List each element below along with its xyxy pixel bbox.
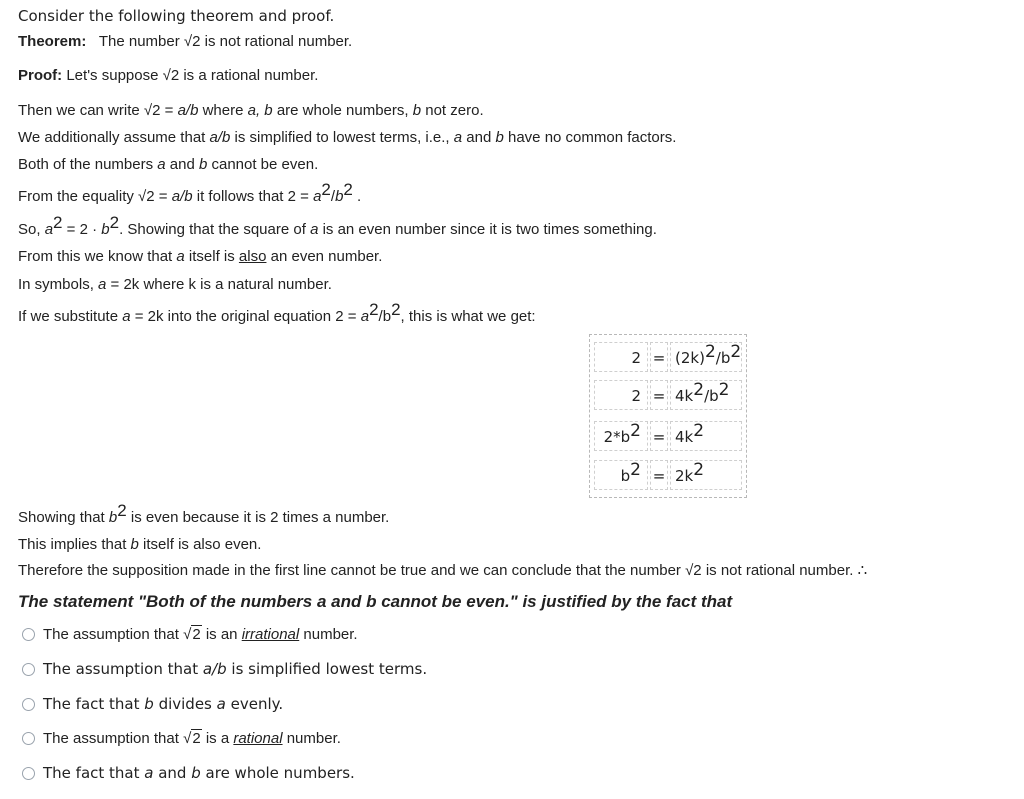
option-label (43, 730, 341, 747)
proof-line-1 (18, 67, 318, 85)
lhs-text: 2 (631, 387, 641, 405)
rhs-text: 4k (675, 387, 694, 405)
conclusion-line-2 (18, 536, 261, 554)
equals-sign: = (650, 342, 668, 372)
theorem-statement (18, 33, 352, 51)
text: is simplified to lowest terms, i.e., (230, 129, 454, 146)
text: From this we know that (18, 248, 177, 265)
option-5[interactable] (22, 764, 355, 782)
proof-line-9 (18, 300, 536, 326)
text: = 2k into the original equation 2 = (130, 308, 361, 325)
equals-sign: = (650, 421, 668, 451)
lhs-text: b (620, 467, 631, 485)
underlined-also: also (238, 248, 267, 265)
sqrt-symbol: √2 (183, 730, 201, 747)
text: and (153, 764, 192, 782)
var-b: b (191, 764, 201, 782)
text: number. (299, 626, 358, 643)
equation-rhs (670, 460, 742, 490)
text: and (462, 129, 496, 146)
option-4[interactable] (22, 730, 341, 747)
radio-button[interactable] (22, 663, 35, 676)
conclusion-line-3: Therefore the supposition made in the first line cannot be true and we can conclude that the number √2 is not rational number. ∴ (18, 562, 868, 579)
text: The assumption that (43, 660, 203, 678)
exponent: 2 (391, 300, 401, 319)
text: is a (201, 730, 234, 747)
exponent: 2 (630, 421, 641, 441)
var-b: b (335, 188, 344, 205)
text: / (330, 188, 336, 205)
text: From the equality √2 = (18, 188, 172, 205)
text: and (165, 156, 199, 173)
intro-line: Consider the following theorem and proof. (18, 7, 335, 25)
sqrt-symbol: √2 (183, 626, 201, 643)
text: , this is what we get: (400, 308, 536, 325)
question-stem: The statement "Both of the numbers a and b cannot be even." is justified by the fact that (18, 592, 733, 611)
fraction-ab: a/b (171, 188, 193, 205)
equation-lhs (594, 380, 648, 410)
text: is an (201, 626, 242, 643)
var-b: b (412, 102, 422, 119)
fraction-ab: a/b (177, 102, 199, 119)
text: is simplified lowest terms. (226, 660, 428, 678)
var-a: a (122, 308, 131, 325)
proof-line-2 (18, 102, 484, 120)
proof-line-4 (18, 156, 318, 174)
lhs-text: 2 (631, 349, 641, 367)
exponent: 2 (321, 180, 331, 199)
option-3[interactable] (22, 695, 283, 713)
var-a: a (176, 248, 185, 265)
text: an even number. (266, 248, 383, 265)
exponent: 2 (630, 460, 641, 480)
text: Then we can write √2 = (18, 102, 178, 119)
option-label (43, 626, 358, 643)
option-label (43, 764, 355, 782)
var-b: b (130, 536, 139, 553)
exponent: 2 (730, 342, 742, 362)
var-b: b (101, 221, 110, 238)
var-a: a (313, 188, 322, 205)
text: not zero. (421, 102, 484, 119)
text: The fact that (43, 764, 145, 782)
radicand: 2 (192, 730, 201, 747)
var-a: a (453, 129, 463, 146)
proof-label: Proof: (18, 67, 63, 84)
rhs-text: (2k) (675, 349, 705, 367)
text: = 2 · (62, 221, 102, 238)
equals-sign: = (650, 380, 668, 410)
equation-rhs (670, 421, 742, 451)
var-b: b (495, 129, 504, 146)
text: The assumption that (43, 730, 184, 747)
text: evenly. (225, 695, 284, 713)
equation-row (594, 419, 742, 453)
text: is an even number since it is two times something. (318, 221, 657, 238)
equation-table (589, 334, 747, 498)
text: If we substitute (18, 308, 123, 325)
equation-lhs (594, 421, 648, 451)
text: This implies that (18, 536, 131, 553)
proof-text-1: Let's suppose √2 is a rational number. (66, 67, 319, 84)
exponent: 2 (53, 213, 63, 232)
text: In symbols, (18, 276, 99, 293)
var-a: a (216, 695, 226, 713)
conclusion-line-1 (18, 501, 390, 527)
equals-sign: = (650, 460, 668, 490)
text: is even because it is 2 times a number. (126, 509, 390, 526)
var-a: a (144, 764, 154, 782)
var-b: b (144, 695, 154, 713)
exponent: 2 (704, 342, 716, 362)
lhs-text: 2*b (603, 428, 631, 446)
radio-button[interactable] (22, 698, 35, 711)
text: Showing that (18, 509, 109, 526)
rhs-text: /b (704, 387, 719, 405)
text: where (198, 102, 248, 119)
text: itself is (184, 248, 239, 265)
radio-button[interactable] (22, 732, 35, 745)
text: . (352, 188, 362, 205)
exponent: 2 (117, 501, 127, 520)
equation-rhs (670, 342, 742, 372)
text: The fact that (43, 695, 145, 713)
text: = 2k where k is a natural number. (106, 276, 332, 293)
emphasis: rational (233, 730, 283, 747)
text: The assumption that (43, 626, 184, 643)
option-2[interactable] (22, 660, 427, 678)
text: are whole numbers. (200, 764, 355, 782)
fraction-ab: a/b (209, 129, 231, 146)
equation-lhs (594, 342, 648, 372)
emphasis: irrational (241, 626, 300, 643)
equation-rhs (670, 380, 742, 410)
text: have no common factors. (503, 129, 677, 146)
exponent: 2 (693, 460, 705, 480)
proof-line-6 (18, 213, 657, 239)
exponent: 2 (693, 421, 705, 441)
exponent: 2 (693, 380, 705, 400)
equation-row (594, 340, 742, 374)
option-label (43, 660, 427, 678)
proof-line-8 (18, 276, 332, 294)
text: number. (282, 730, 341, 747)
radio-button[interactable] (22, 628, 35, 641)
text: Both of the numbers (18, 156, 158, 173)
var-a: a (157, 156, 166, 173)
var-a: a (44, 221, 54, 238)
text: So, (18, 221, 45, 238)
equation-row (594, 458, 742, 492)
text: We additionally assume that (18, 129, 210, 146)
option-1[interactable] (22, 626, 358, 643)
text: cannot be even. (207, 156, 319, 173)
equation-row (594, 378, 742, 412)
var-a: a (310, 221, 319, 238)
text: are whole numbers, (272, 102, 413, 119)
var-b: b (198, 156, 208, 173)
text: . Showing that the square of (119, 221, 311, 238)
proof-line-7 (18, 248, 382, 266)
exponent: 2 (343, 180, 353, 199)
text: it follows that 2 = (192, 188, 314, 205)
radio-button[interactable] (22, 767, 35, 780)
proof-line-5 (18, 180, 362, 206)
text: divides (153, 695, 217, 713)
var-b: b (108, 509, 118, 526)
proof-line-3 (18, 129, 676, 147)
theorem-text: The number √2 is not rational number. (98, 33, 353, 50)
fraction-ab: a/b (202, 660, 227, 678)
exponent: 2 (369, 300, 379, 319)
rhs-text: /b (715, 349, 731, 367)
var-a: a (360, 308, 370, 325)
equation-lhs (594, 460, 648, 490)
text: itself is also even. (138, 536, 262, 553)
radicand: 2 (192, 626, 201, 643)
text: /b (378, 308, 392, 325)
vars: a, b (247, 102, 273, 119)
exponent: 2 (718, 380, 730, 400)
rhs-text: 4k (675, 428, 694, 446)
var-a: a (98, 276, 107, 293)
theorem-label: Theorem: (18, 33, 87, 50)
option-label (43, 695, 283, 713)
exponent: 2 (109, 213, 120, 232)
rhs-text: 2k (675, 467, 694, 485)
